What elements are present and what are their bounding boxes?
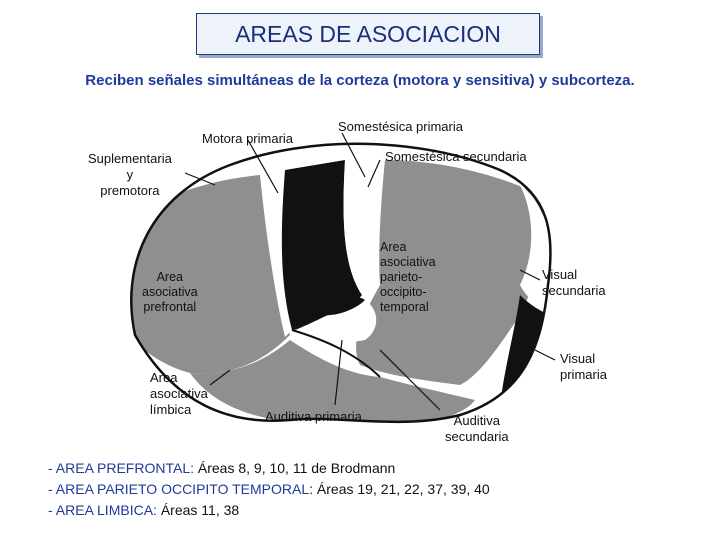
label-somestesica-secundaria: Somestésica secundaria [385,149,527,164]
note-limbica [48,500,688,521]
label-suplementaria: Suplementaria y premotora [88,151,172,198]
note-parieto [48,479,688,500]
note-key: - AREA PREFRONTAL: [48,460,194,476]
note-value: Áreas 11, 38 [156,502,240,518]
label-visual-secundaria: Visual secundaria [542,267,606,298]
note-value: Áreas 8, 9, 10, 11 de Brodmann [194,460,396,476]
label-auditiva-primaria: Auditiva primaria [265,409,362,424]
note-key: - AREA LIMBICA: [48,502,157,518]
notes-list [48,458,688,521]
label-parieto: Area asociativa parieto- occipito- temporal [380,240,436,314]
brain-diagram [80,115,650,455]
note-value: : Áreas 19, 21, 22, 37, 39, 40 [309,481,490,497]
page-subtitle: Reciben señales simultáneas de la corteza (motora y sensitiva) y subcorteza. [85,72,635,89]
label-somestesica-primaria: Somestésica primaria [338,119,463,134]
note-prefrontal [48,458,688,479]
label-prefrontal: Area asociativa prefrontal [142,270,198,314]
label-limbica: Area asociativa límbica [150,370,208,417]
note-key: - AREA PARIETO OCCIPITO TEMPORAL [48,481,310,497]
label-visual-primaria: Visual primaria [560,351,607,382]
page-title-text: AREAS DE ASOCIACION [235,20,501,47]
page-title [196,13,540,55]
label-auditiva-secundaria: Auditiva secundaria [445,413,509,444]
label-motora-primaria: Motora primaria [202,131,294,146]
leader-visual-primaria [535,350,555,360]
